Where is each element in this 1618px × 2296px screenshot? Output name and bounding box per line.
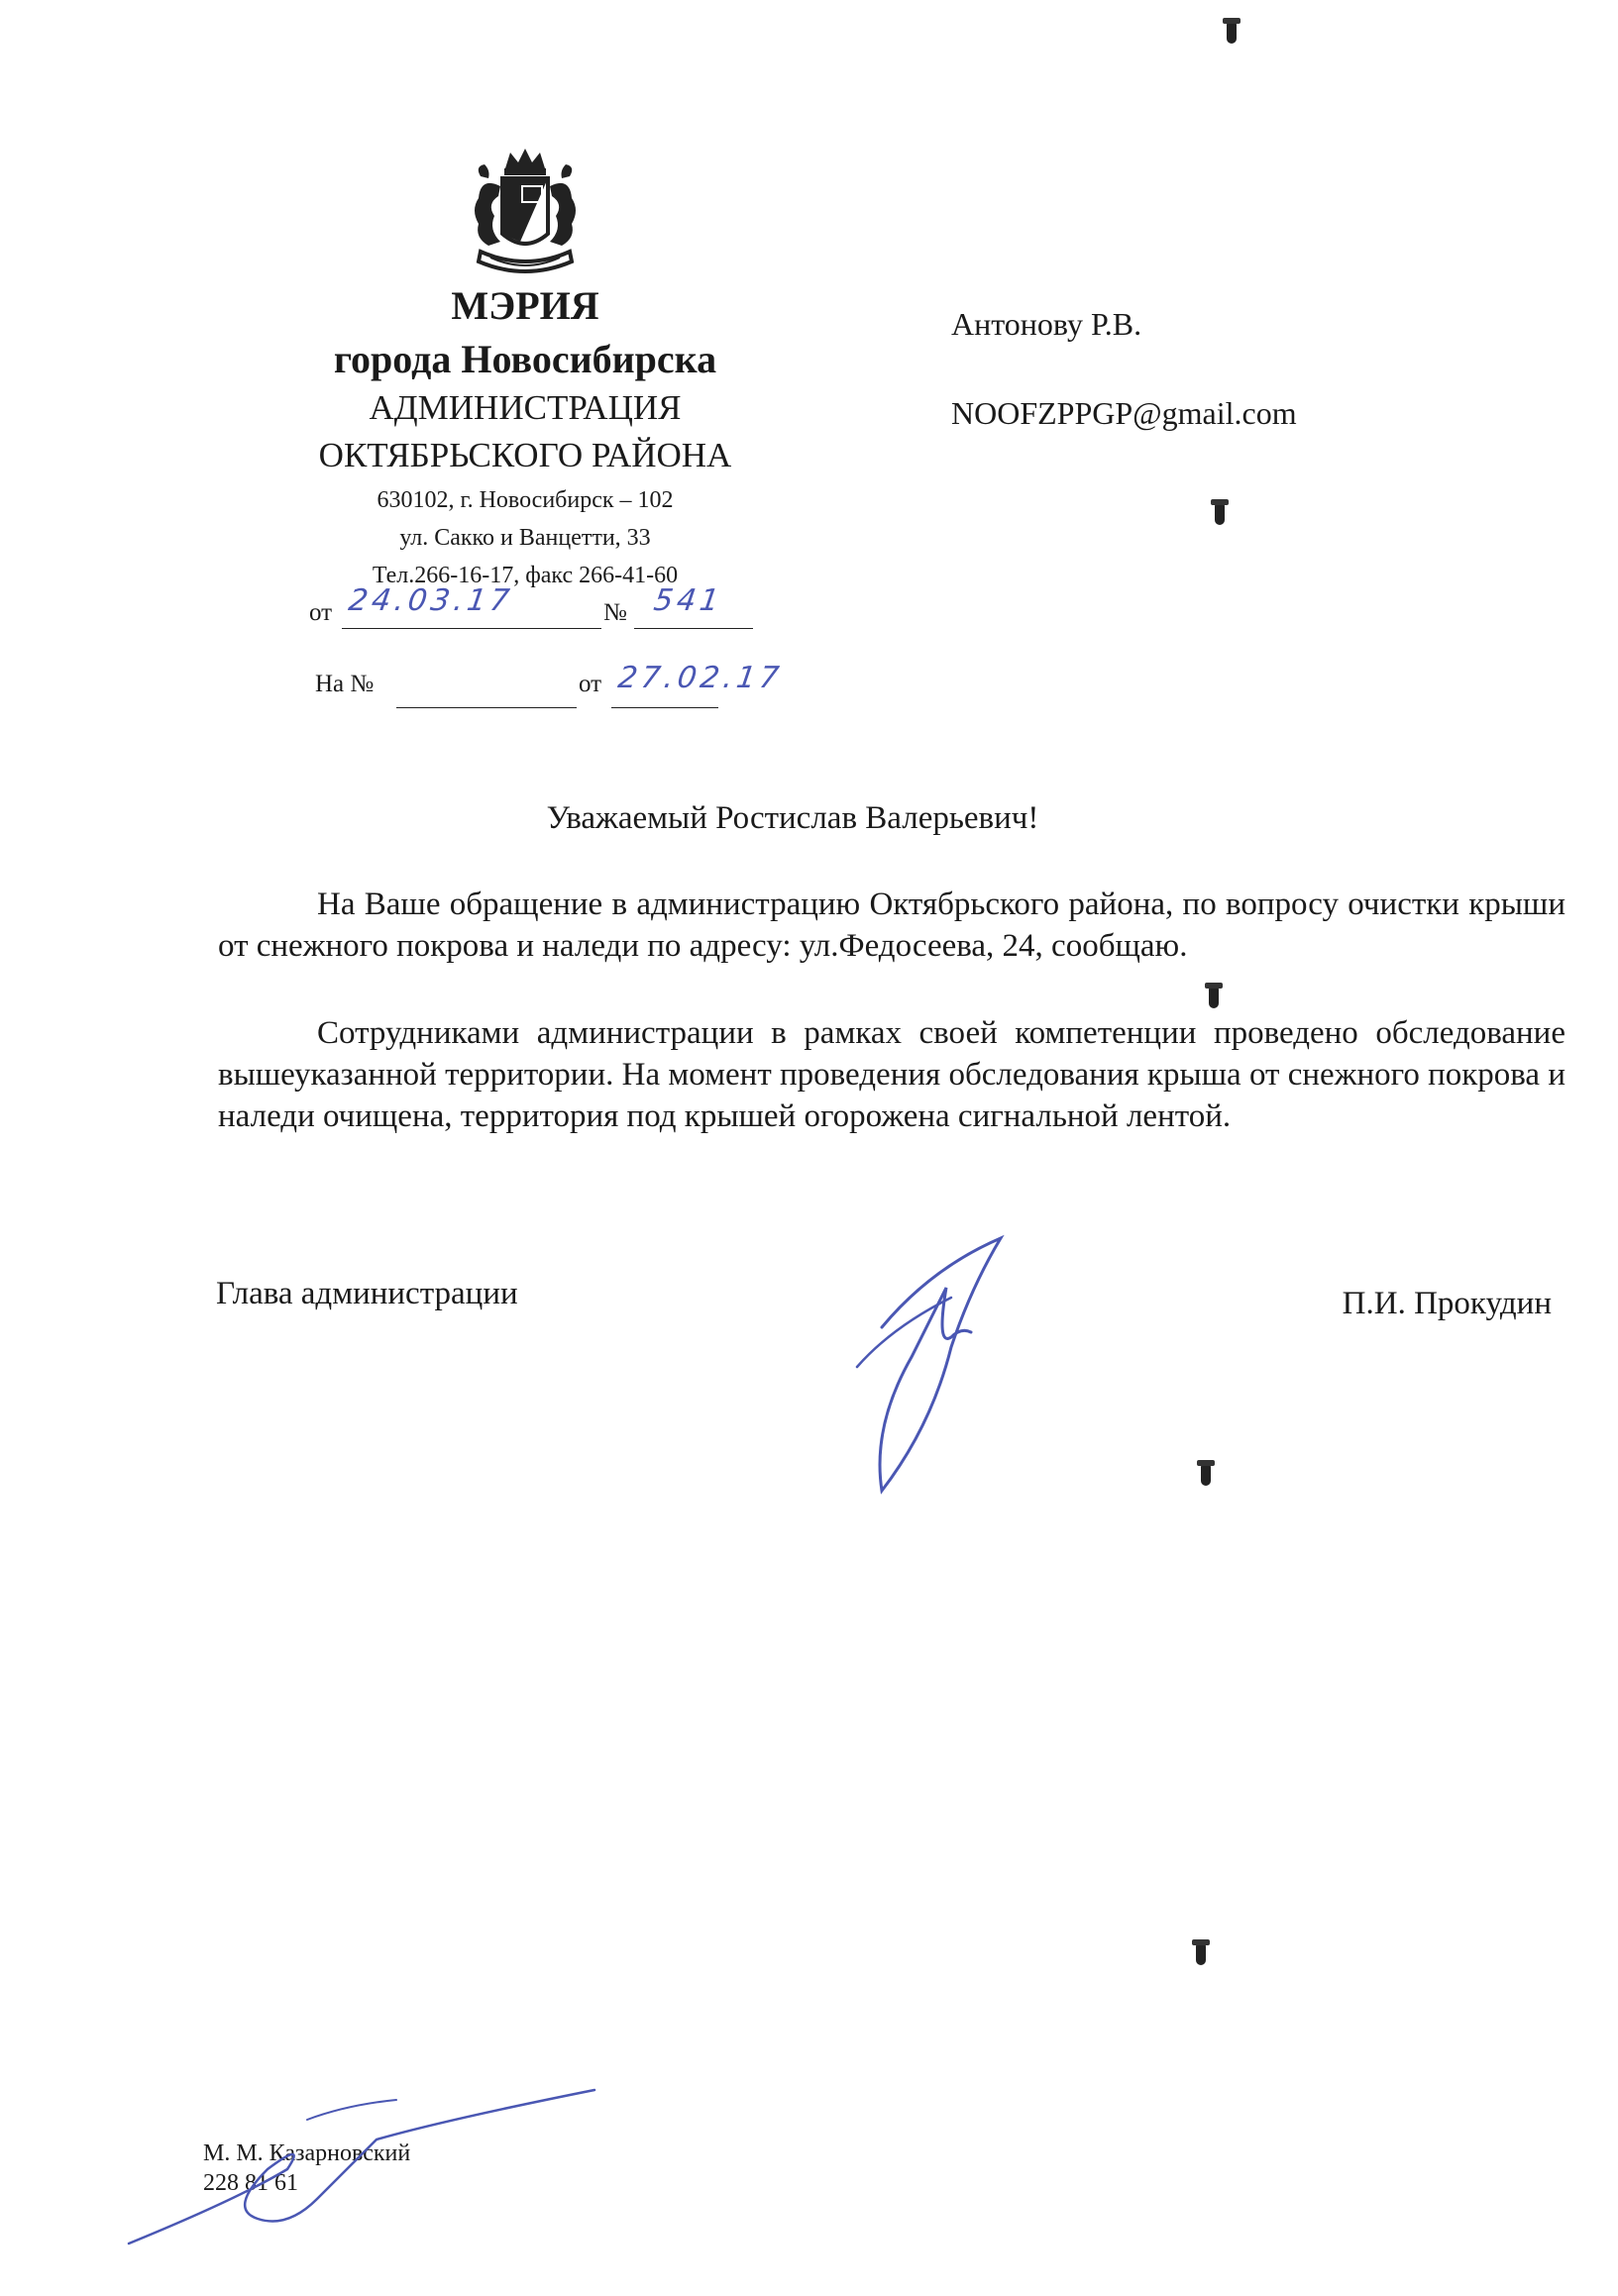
scan-mark — [1215, 503, 1225, 525]
ref-from-label: от — [309, 599, 333, 626]
ref-date-handwritten: 24.03.17 — [346, 583, 516, 618]
letterhead-address-line2: ул. Сакко и Ванцетти, 33 — [399, 525, 651, 551]
reply-date-handwritten: 27.02.17 — [615, 661, 786, 695]
reply-number-label: На № — [315, 671, 375, 697]
scan-mark — [1196, 1943, 1206, 1965]
letterhead-phone: Тел.266-16-17, факс 266-41-60 — [372, 563, 679, 588]
scan-mark — [1201, 1464, 1211, 1486]
greeting: Уважаемый Ростислав Валерьевич! — [546, 800, 1039, 836]
ref-number-handwritten: 541 — [651, 583, 725, 618]
addressee-name: Антонову Р.В. — [951, 306, 1142, 342]
scan-mark — [1227, 22, 1237, 44]
scan-mark — [1209, 987, 1219, 1008]
letterhead-administration: АДМИНИСТРАЦИЯ — [369, 388, 682, 427]
handwritten-signature-icon — [852, 1228, 1021, 1506]
reply-from-label: от — [579, 671, 602, 697]
executor-name: М. М. Казарновский — [203, 2140, 411, 2166]
reply-number-line — [396, 679, 577, 708]
letterhead-title: МЭРИЯ — [451, 283, 599, 328]
letterhead-city: города Новосибирска — [333, 337, 717, 381]
coat-of-arms-icon — [461, 147, 590, 285]
letterhead-address-line1: 630102, г. Новосибирск – 102 — [377, 487, 674, 513]
executor-phone: 228 81 61 — [203, 2170, 298, 2196]
addressee-email: NOOFZPPGP@gmail.com — [951, 395, 1297, 431]
ref-number-label: № — [603, 599, 627, 626]
executor-signature-icon — [119, 2080, 614, 2258]
body-paragraph-1: На Ваше обращение в администрацию Октябрьского района, по вопросу очистки крыши от снежного покрова и наледи по адресу: ул.Федосеева, 24, сообщаю. — [218, 887, 1565, 964]
signatory-name: П.И. Прокудин — [1342, 1286, 1552, 1321]
signatory-position: Глава администрации — [216, 1276, 518, 1311]
letterhead-district: ОКТЯБРЬСКОГО РАЙОНА — [318, 436, 732, 474]
body-paragraph-2: Сотрудниками администрации в рамках своей компетенции проведено обследование вышеуказанной территории. На момент проведения обследования крыша от снежного покрова и наледи очищена, территория под крышей огорожена сигнальной лентой. — [218, 1015, 1565, 1134]
